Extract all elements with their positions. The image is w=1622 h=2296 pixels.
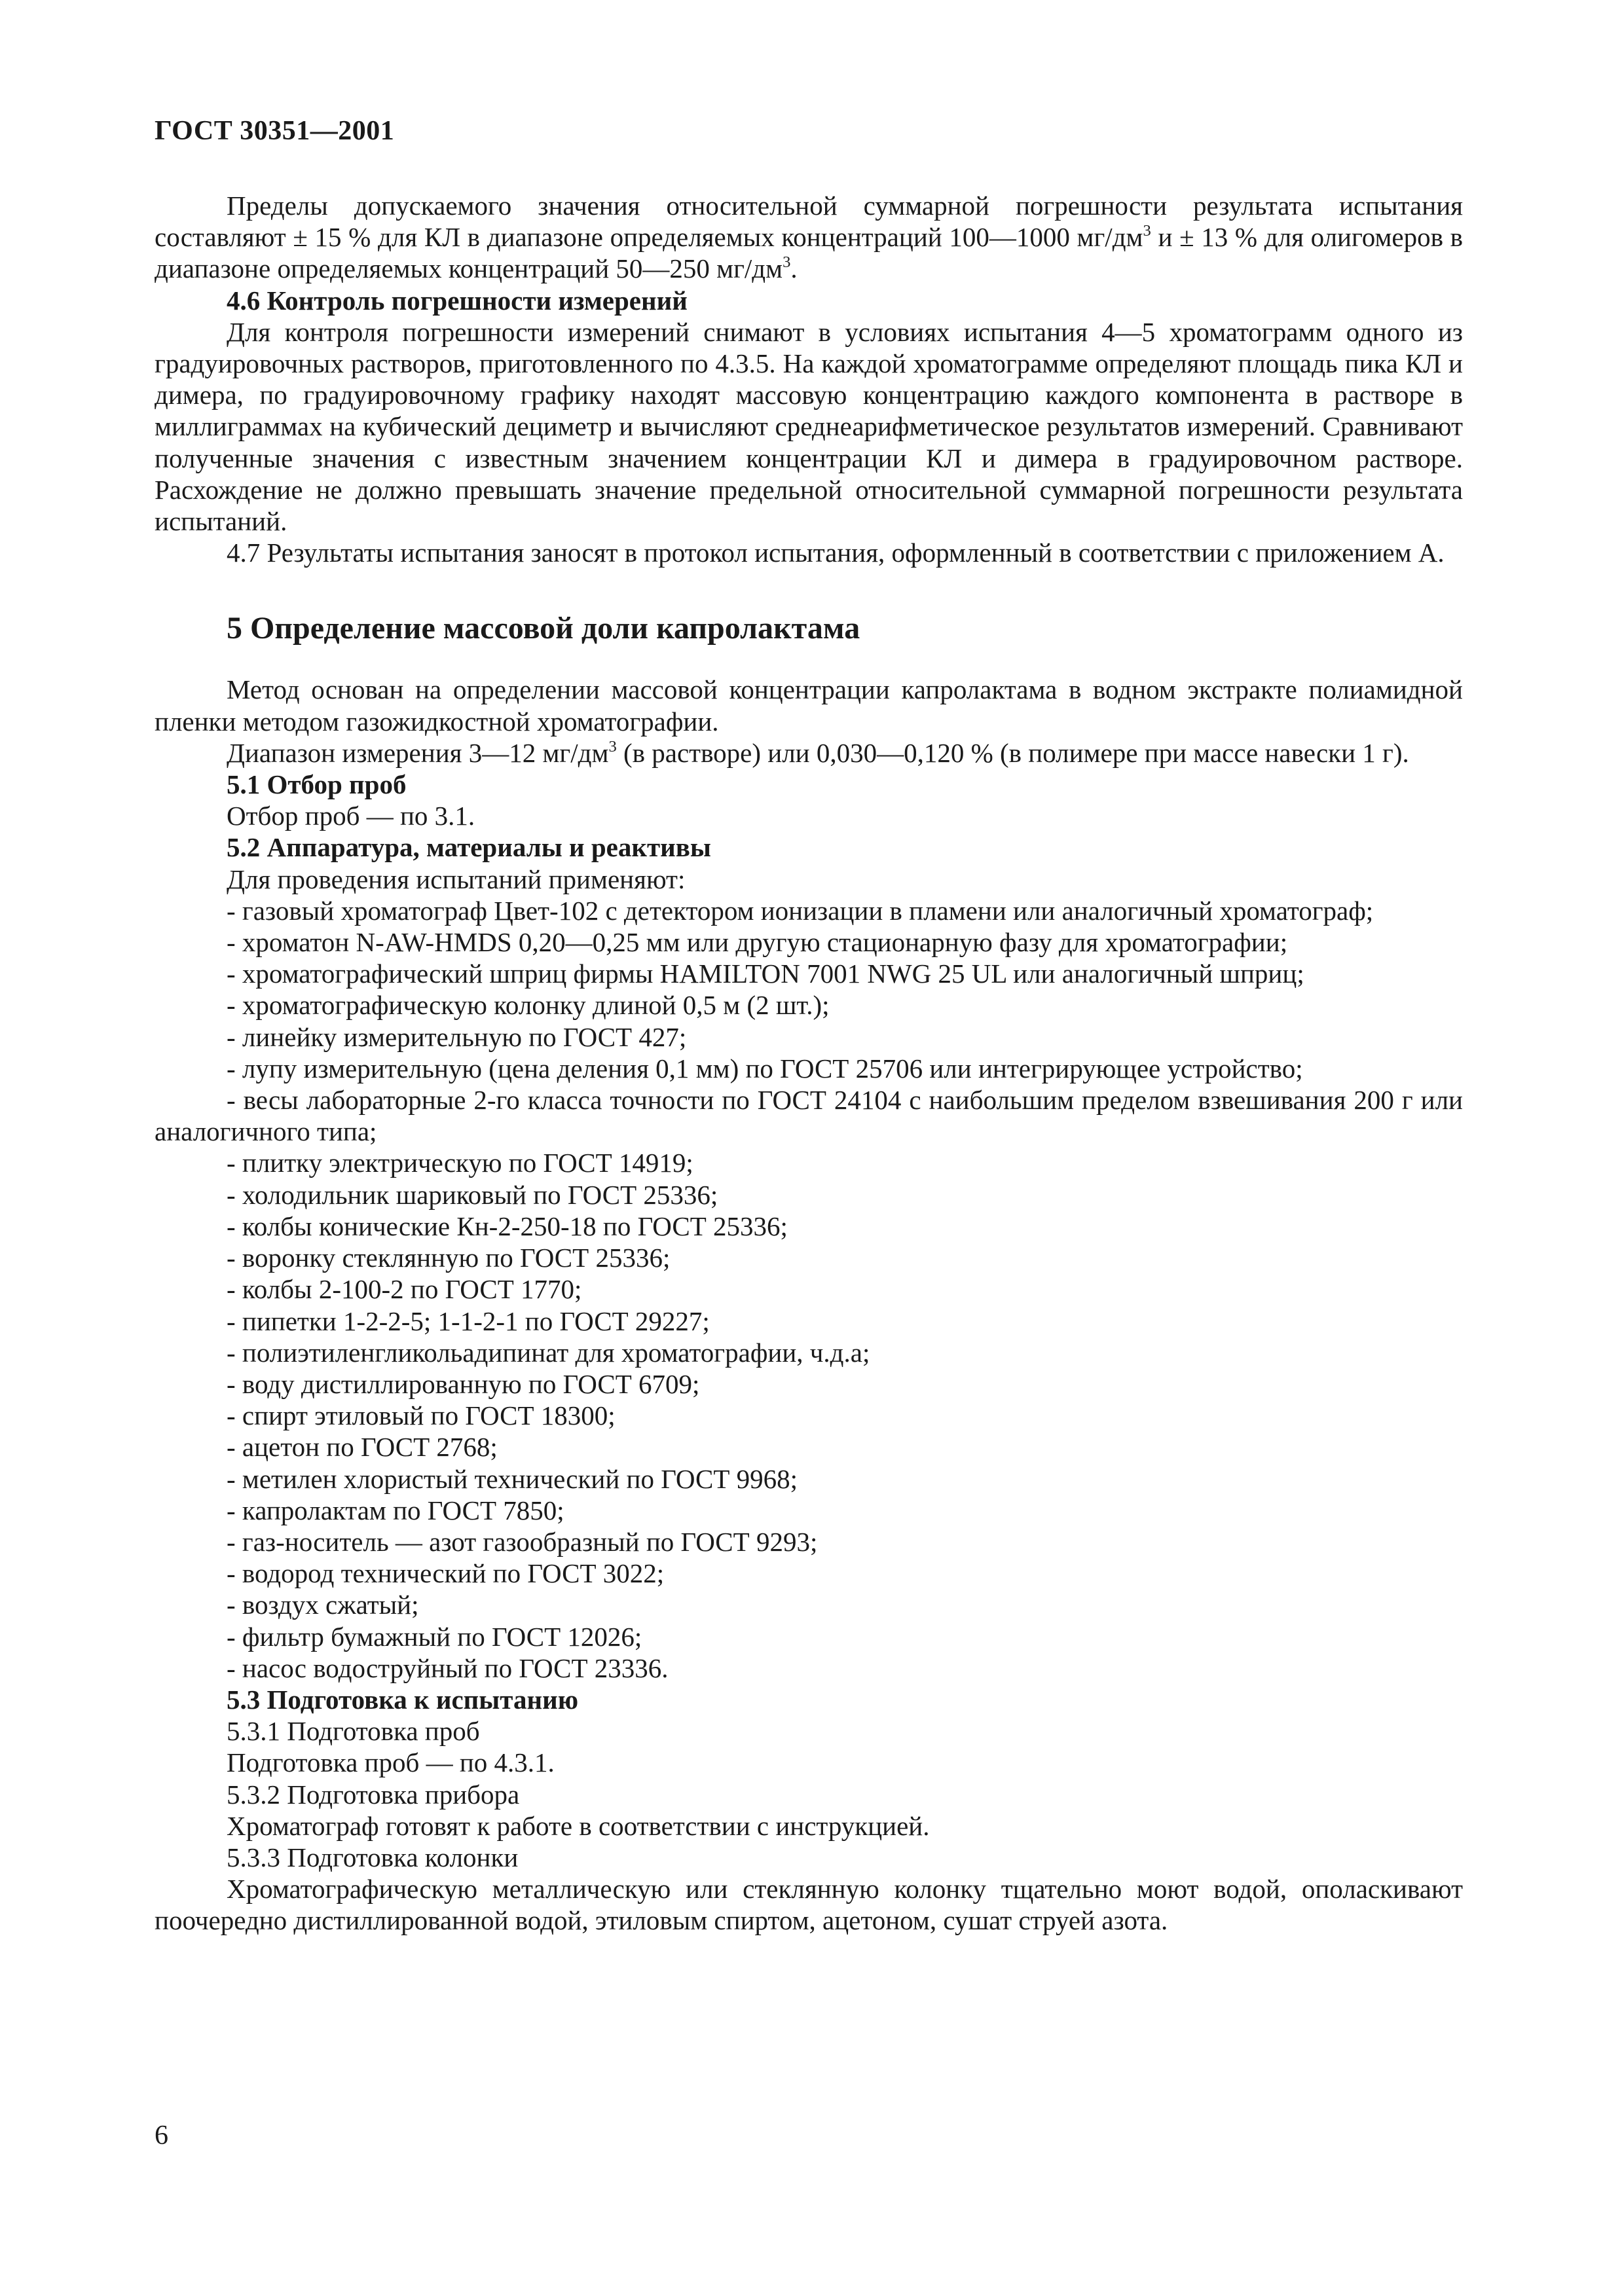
list-item: - водород технический по ГОСТ 3022; — [227, 1558, 665, 1589]
list-item: - плитку электрическую по ГОСТ 14919; — [227, 1148, 693, 1178]
list-item: - пипетки 1-2-2-5; 1-1-2-1 по ГОСТ 29227; — [227, 1305, 710, 1336]
section-5-title: 5 Определение массовой доли капролактама — [227, 611, 860, 646]
limits-text-3: . — [790, 253, 798, 284]
list-item: - метилен хлористый технический по ГОСТ 9968; — [227, 1463, 798, 1494]
list-item: - холодильник шариковый по ГОСТ 25336; — [227, 1179, 718, 1210]
list-item: - линейку измерительную по ГОСТ 427; — [227, 1021, 687, 1052]
heading-5-1: 5.1 Отбор проб — [227, 769, 407, 800]
measurement-range — [155, 737, 1463, 769]
list-item: - хроматон N-AW-HMDS 0,20—0,25 мм или другую стационарную фазу для хроматографии; — [227, 927, 1288, 958]
list-item: - спирт этиловый по ГОСТ 18300; — [227, 1400, 616, 1431]
list-item: - весы лабораторные 2-го класса точности по ГОСТ 24104 с наибольшим пределом взвешивания 200 г или аналогичного типа; — [155, 1085, 1463, 1147]
superscript: 3 — [608, 737, 617, 756]
list-item: - газовый хроматограф Цвет-102 с детектором ионизации в пламени или аналогичный хроматограф; — [227, 895, 1374, 926]
list-item: - капролактам по ГОСТ 7850; — [227, 1495, 564, 1525]
heading-5-3-1: 5.3.1 Подготовка проб — [227, 1716, 480, 1747]
paragraph-5-3-1: Подготовка проб — по 4.3.1. — [227, 1747, 555, 1778]
heading-4-6: 4.6 Контроль погрешности измерений — [227, 285, 688, 316]
limits-text-2: и ± 13 % для олигомеров в диапазоне определяемых концентраций 50—250 мг/дм — [155, 222, 1464, 284]
list-item: - колбы конические Кн-2-250-18 по ГОСТ 25336; — [227, 1211, 788, 1241]
paragraph-5-3-2: Хроматограф готовят к работе в соответствии с инструкцией. — [227, 1810, 930, 1841]
range-text-2: (в растворе) или 0,030—0,120 % (в полимере при массе навески 1 г). — [616, 737, 1409, 768]
document-header: ГОСТ 30351—2001 — [155, 116, 395, 146]
range-text-1: Диапазон измерения 3—12 мг/дм — [227, 737, 609, 768]
list-item: - насос водоструйный по ГОСТ 23336. — [227, 1652, 669, 1683]
list-item: - полиэтиленгликольадипинат для хроматографии, ч.д.а; — [227, 1337, 870, 1368]
list-item: - газ-носитель — азот газообразный по ГОСТ 9293; — [227, 1526, 818, 1557]
heading-5-2: 5.2 Аппаратура, материалы и реактивы — [227, 832, 711, 863]
equipment-list — [155, 895, 1463, 1684]
section-5-intro: Метод основан на определении массовой концентрации капролактама в водном экстракте полиамидной пленки методом газожидкостной хроматографии. — [155, 674, 1463, 737]
list-item: - фильтр бумажный по ГОСТ 12026; — [227, 1621, 642, 1652]
heading-5-3-3: 5.3.3 Подготовка колонки — [227, 1842, 519, 1872]
paragraph-4-7: 4.7 Результаты испытания заносят в протокол испытания, оформленный в соответствии с приложением А. — [227, 538, 1445, 568]
list-item: - воду дистиллированную по ГОСТ 6709; — [227, 1368, 700, 1399]
paragraph-5-3-3: Хроматографическую металлическую или стеклянную колонку тщательно моют водой, ополаскивают поочередно дистиллированной водой, этиловым спиртом, ацетоном, сушат струей азота. — [155, 1874, 1463, 1936]
paragraph-5-2-intro: Для проведения испытаний применяют: — [227, 864, 686, 894]
list-item: - колбы 2-100-2 по ГОСТ 1770; — [227, 1274, 582, 1305]
superscript: 3 — [783, 253, 791, 272]
list-item: - хроматографическую колонку длиной 0,5 м (2 шт.); — [227, 990, 830, 1021]
list-item: - лупу измерительную (цена деления 0,1 мм) по ГОСТ 25706 или интегрирующее устройство; — [227, 1053, 1303, 1084]
paragraph-5-1: Отбор проб — по 3.1. — [227, 801, 475, 831]
heading-5-3-2: 5.3.2 Подготовка прибора — [227, 1779, 520, 1810]
list-item: - воздух сжатый; — [227, 1590, 419, 1620]
heading-5-3: 5.3 Подготовка к испытанию — [227, 1684, 579, 1715]
limits-paragraph — [155, 190, 1463, 285]
list-item: - воронку стеклянную по ГОСТ 25336; — [227, 1243, 671, 1273]
page-body — [155, 190, 1463, 1937]
list-item: - хроматографический шприц фирмы HAMILTON 7001 NWG 25 UL или аналогичный шприц; — [227, 958, 1304, 989]
paragraph-4-6: Для контроля погрешности измерений снимают в условиях испытания 4—5 хроматограмм одного из градуировочных растворов, приготовленного по 4.3.5. На каждой хроматограмме определяют площадь пика КЛ и димера, по градуировочному графику находят массовую концентрацию каждого компонента в растворе в миллиграммах на кубический дециметр и вычисляют среднеарифметическое результатов измерений. Сравнивают полученные значения с известным значением концентрации КЛ и димера в градуировочном растворе. Расхождение не должно превышать значение предельной относительной суммарной погрешности результата испытаний. — [155, 316, 1463, 537]
superscript: 3 — [1143, 222, 1151, 240]
list-item: - ацетон по ГОСТ 2768; — [227, 1432, 498, 1463]
page-number: 6 — [155, 2121, 168, 2151]
limits-text-1: Пределы допускаемого значения относительной суммарной погрешности результата испытания составляют ± 15 % для КЛ в диапазоне определяемых концентраций 100—1000 мг/дм — [155, 191, 1463, 253]
